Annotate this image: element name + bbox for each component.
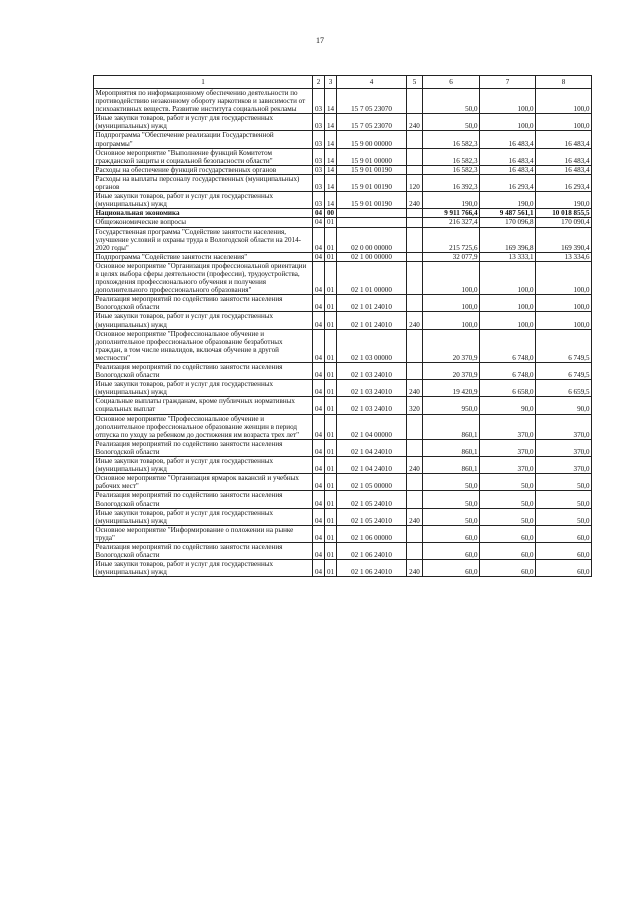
amount-col-7: 370,0: [480, 439, 536, 456]
amount-col-6: 860,1: [423, 439, 480, 456]
amount-col-6: 16 582,3: [423, 165, 480, 174]
table-row: [94, 252, 592, 261]
amount-col-6: 50,0: [423, 474, 480, 491]
section-code: 03: [313, 165, 325, 174]
amount-col-6: 60,0: [423, 560, 480, 577]
amount-col-8: 190,0: [536, 192, 592, 209]
target-article-code: 02 1 05 24010: [337, 491, 407, 508]
row-description: Мероприятия по информационному обеспечению деятельности по противодействию незаконному обороту наркотиков и зависимости от психоактивных веществ. Развитие института социальной рекламы: [94, 89, 313, 114]
amount-col-8: 6 659,5: [536, 380, 592, 397]
row-description: Основное мероприятие "Профессиональное обучение и дополнительное профессиональное образование женщин в период отпуска по уходу за ребенком до достижения им возраста трех лет": [94, 414, 313, 439]
table-row: [94, 227, 592, 252]
subsection-code: 01: [325, 397, 337, 414]
section-code: 04: [313, 295, 325, 312]
subsection-code: 14: [325, 89, 337, 114]
amount-col-8: 90,0: [536, 397, 592, 414]
amount-col-8: 50,0: [536, 491, 592, 508]
amount-col-8: 6 749,5: [536, 329, 592, 362]
subsection-code: 01: [325, 261, 337, 294]
target-article-code: 15 9 01 00190: [337, 174, 407, 191]
amount-col-8: 16 293,4: [536, 174, 592, 191]
subsection-code: 01: [325, 542, 337, 559]
row-description: Национальная экономика: [94, 209, 313, 218]
amount-col-6: 860,1: [423, 414, 480, 439]
amount-col-8: 100,0: [536, 312, 592, 329]
target-article-code: 02 1 03 00000: [337, 329, 407, 362]
amount-col-6: 60,0: [423, 525, 480, 542]
amount-col-8: 60,0: [536, 542, 592, 559]
section-code: 03: [313, 148, 325, 165]
amount-col-6: 32 077,9: [423, 252, 480, 261]
amount-col-6: 100,0: [423, 312, 480, 329]
target-article-code: 02 1 06 24010: [337, 542, 407, 559]
section-code: 04: [313, 329, 325, 362]
row-description: Подпрограмма "Содействие занятости населения": [94, 252, 313, 261]
amount-col-7: 16 483,4: [480, 165, 536, 174]
amount-col-6: 16 582,3: [423, 131, 480, 148]
target-article-code: 02 1 01 00000: [337, 261, 407, 294]
expense-type-code: 240: [407, 114, 423, 131]
row-description: Реализация мероприятий по содействию занятости населения Вологодской области: [94, 363, 313, 380]
subsection-code: 01: [325, 414, 337, 439]
row-description: Иные закупки товаров, работ и услуг для государственных (муниципальных) нужд: [94, 457, 313, 474]
target-article-code: 02 0 00 00000: [337, 227, 407, 252]
target-article-code: 15 9 01 00000: [337, 148, 407, 165]
amount-col-7: 50,0: [480, 491, 536, 508]
amount-col-6: 860,1: [423, 457, 480, 474]
subsection-code: 14: [325, 114, 337, 131]
row-description: Социальные выплаты гражданам, кроме публичных нормативных социальных выплат: [94, 397, 313, 414]
expense-type-code: [407, 363, 423, 380]
section-code: 04: [313, 439, 325, 456]
amount-col-6: 19 420,9: [423, 380, 480, 397]
amount-col-7: 100,0: [480, 312, 536, 329]
section-code: 03: [313, 114, 325, 131]
expense-type-code: 240: [407, 560, 423, 577]
table-row: [94, 209, 592, 218]
expense-type-code: 240: [407, 457, 423, 474]
subsection-code: 14: [325, 192, 337, 209]
table-row: [94, 261, 592, 294]
table-row: [94, 192, 592, 209]
expense-type-code: 240: [407, 312, 423, 329]
target-article-code: 02 1 04 24010: [337, 439, 407, 456]
section-code: 04: [313, 209, 325, 218]
table-row: [94, 363, 592, 380]
amount-col-6: 50,0: [423, 508, 480, 525]
amount-col-8: 13 334,6: [536, 252, 592, 261]
expense-type-code: [407, 227, 423, 252]
subsection-code: 01: [325, 312, 337, 329]
table-row: [94, 114, 592, 131]
expense-type-code: [407, 329, 423, 362]
amount-col-8: 370,0: [536, 439, 592, 456]
amount-col-6: 190,0: [423, 192, 480, 209]
section-code: 04: [313, 457, 325, 474]
target-article-code: [337, 218, 407, 227]
amount-col-7: 16 293,4: [480, 174, 536, 191]
table-row: [94, 491, 592, 508]
section-code: 04: [313, 525, 325, 542]
header-row: [94, 76, 592, 89]
amount-col-6: 50,0: [423, 89, 480, 114]
amount-col-7: 50,0: [480, 508, 536, 525]
amount-col-7: 6 658,0: [480, 380, 536, 397]
target-article-code: 02 1 01 24010: [337, 312, 407, 329]
amount-col-6: 50,0: [423, 491, 480, 508]
table-row: [94, 380, 592, 397]
target-article-code: 15 9 00 00000: [337, 131, 407, 148]
section-code: 04: [313, 312, 325, 329]
expense-type-code: [407, 165, 423, 174]
amount-col-7: 50,0: [480, 474, 536, 491]
table-row: [94, 218, 592, 227]
expense-type-code: [407, 89, 423, 114]
amount-col-8: 100,0: [536, 114, 592, 131]
amount-col-6: 16 582,3: [423, 148, 480, 165]
subsection-code: 01: [325, 491, 337, 508]
budget-table: [93, 75, 592, 577]
amount-col-8: 370,0: [536, 457, 592, 474]
target-article-code: 02 1 05 24010: [337, 508, 407, 525]
target-article-code: 15 7 05 23070: [337, 89, 407, 114]
row-description: Основное мероприятие "Информирование о положении на рынке труда": [94, 525, 313, 542]
amount-col-7: 100,0: [480, 261, 536, 294]
amount-col-7: 6 748,0: [480, 363, 536, 380]
row-description: Государственная программа "Содействие занятости населения, улучшение условий и охраны труда в Вологодской области на 2014-2020 годы": [94, 227, 313, 252]
amount-col-7: 370,0: [480, 457, 536, 474]
amount-col-7: 100,0: [480, 295, 536, 312]
amount-col-7: 13 333,1: [480, 252, 536, 261]
amount-col-6: 9 911 766,4: [423, 209, 480, 218]
table-row: [94, 542, 592, 559]
target-article-code: 02 1 06 24010: [337, 560, 407, 577]
amount-col-7: 60,0: [480, 560, 536, 577]
table-row: [94, 474, 592, 491]
target-article-code: 02 1 06 00000: [337, 525, 407, 542]
expense-type-code: 240: [407, 508, 423, 525]
expense-type-code: [407, 148, 423, 165]
row-description: Основное мероприятие "Организация ярмарок вакансий и учебных рабочих мест": [94, 474, 313, 491]
header-cell: 8: [536, 76, 592, 89]
section-code: 03: [313, 131, 325, 148]
section-code: 04: [313, 474, 325, 491]
subsection-code: 01: [325, 525, 337, 542]
row-description: Основное мероприятие "Организация профессиональной ориентации в целях выбора сферы деятельности (профессии), трудоустройства, прохождения профессионального обучения и получения дополнительного профессионального образования": [94, 261, 313, 294]
expense-type-code: [407, 295, 423, 312]
section-code: 04: [313, 397, 325, 414]
amount-col-7: 6 748,0: [480, 329, 536, 362]
amount-col-8: 16 483,4: [536, 131, 592, 148]
target-article-code: 15 9 01 00190: [337, 192, 407, 209]
table-row: [94, 397, 592, 414]
target-article-code: 02 1 03 24010: [337, 397, 407, 414]
amount-col-8: 10 018 855,5: [536, 209, 592, 218]
table-row: [94, 131, 592, 148]
expense-type-code: [407, 218, 423, 227]
subsection-code: 14: [325, 131, 337, 148]
section-code: 04: [313, 542, 325, 559]
header-cell: 3: [325, 76, 337, 89]
amount-col-6: 950,0: [423, 397, 480, 414]
amount-col-6: 20 370,9: [423, 363, 480, 380]
table-row: [94, 525, 592, 542]
subsection-code: 01: [325, 508, 337, 525]
section-code: 04: [313, 380, 325, 397]
table-row: [94, 560, 592, 577]
header-cell: 2: [313, 76, 325, 89]
header-cell: 1: [94, 76, 313, 89]
subsection-code: 14: [325, 148, 337, 165]
amount-col-8: 100,0: [536, 261, 592, 294]
section-code: 03: [313, 174, 325, 191]
amount-col-7: 60,0: [480, 525, 536, 542]
expense-type-code: [407, 209, 423, 218]
row-description: Расходы на выплаты персоналу государственных (муниципальных) органов: [94, 174, 313, 191]
subsection-code: 01: [325, 560, 337, 577]
section-code: 04: [313, 491, 325, 508]
row-description: Реализация мероприятий по содействию занятости населения Вологодской области: [94, 542, 313, 559]
header-cell: 4: [337, 76, 407, 89]
header-cell: 6: [423, 76, 480, 89]
header-cell: 5: [407, 76, 423, 89]
row-description: Иные закупки товаров, работ и услуг для государственных (муниципальных) нужд: [94, 380, 313, 397]
amount-col-7: 100,0: [480, 89, 536, 114]
table-row: [94, 414, 592, 439]
amount-col-6: 216 327,4: [423, 218, 480, 227]
table-row: [94, 148, 592, 165]
section-code: 04: [313, 252, 325, 261]
amount-col-8: 50,0: [536, 508, 592, 525]
expense-type-code: 320: [407, 397, 423, 414]
table-row: [94, 174, 592, 191]
row-description: Подпрограмма "Обеспечение реализации Государственной программы": [94, 131, 313, 148]
table-row: [94, 89, 592, 114]
amount-col-7: 100,0: [480, 114, 536, 131]
amount-col-8: 50,0: [536, 474, 592, 491]
expense-type-code: [407, 525, 423, 542]
target-article-code: 15 7 05 23070: [337, 114, 407, 131]
expense-type-code: [407, 414, 423, 439]
expense-type-code: [407, 261, 423, 294]
row-description: Расходы на обеспечение функций государственных органов: [94, 165, 313, 174]
subsection-code: 01: [325, 252, 337, 261]
subsection-code: 01: [325, 227, 337, 252]
expense-type-code: [407, 474, 423, 491]
amount-col-8: 16 483,4: [536, 148, 592, 165]
expense-type-code: [407, 252, 423, 261]
subsection-code: 14: [325, 165, 337, 174]
section-code: 03: [313, 192, 325, 209]
expense-type-code: [407, 542, 423, 559]
amount-col-8: 60,0: [536, 525, 592, 542]
amount-col-8: 100,0: [536, 89, 592, 114]
expense-type-code: 240: [407, 192, 423, 209]
row-description: Реализация мероприятий по содействию занятости населения Вологодской области: [94, 439, 313, 456]
section-code: 04: [313, 218, 325, 227]
row-description: Общеэкономические вопросы: [94, 218, 313, 227]
row-description: Иные закупки товаров, работ и услуг для государственных (муниципальных) нужд: [94, 312, 313, 329]
row-description: Иные закупки товаров, работ и услуг для государственных (муниципальных) нужд: [94, 560, 313, 577]
subsection-code: 01: [325, 474, 337, 491]
amount-col-8: 170 090,4: [536, 218, 592, 227]
section-code: 04: [313, 508, 325, 525]
expense-type-code: 120: [407, 174, 423, 191]
target-article-code: 15 9 01 00190: [337, 165, 407, 174]
subsection-code: 01: [325, 457, 337, 474]
section-code: 04: [313, 227, 325, 252]
target-article-code: 02 1 04 00000: [337, 414, 407, 439]
page-number: 17: [316, 36, 324, 45]
amount-col-7: 16 483,4: [480, 131, 536, 148]
amount-col-7: 60,0: [480, 542, 536, 559]
table-row: [94, 457, 592, 474]
amount-col-8: 60,0: [536, 560, 592, 577]
subsection-code: 01: [325, 439, 337, 456]
row-description: Основное мероприятие "Профессиональное обучение и дополнительное профессиональное образование безработных граждан, в том числе инвалидов, включая обучение в другой местности": [94, 329, 313, 362]
table-row: [94, 165, 592, 174]
amount-col-7: 169 396,8: [480, 227, 536, 252]
amount-col-8: 16 483,4: [536, 165, 592, 174]
amount-col-6: 60,0: [423, 542, 480, 559]
table-row: [94, 312, 592, 329]
amount-col-7: 9 487 561,1: [480, 209, 536, 218]
target-article-code: 02 1 00 00000: [337, 252, 407, 261]
expense-type-code: [407, 491, 423, 508]
amount-col-6: 100,0: [423, 295, 480, 312]
target-article-code: [337, 209, 407, 218]
amount-col-8: 370,0: [536, 414, 592, 439]
row-description: Иные закупки товаров, работ и услуг для государственных (муниципальных) нужд: [94, 508, 313, 525]
table-row: [94, 295, 592, 312]
amount-col-6: 215 725,6: [423, 227, 480, 252]
amount-col-6: 100,0: [423, 261, 480, 294]
amount-col-7: 190,0: [480, 192, 536, 209]
subsection-code: 14: [325, 174, 337, 191]
amount-col-6: 20 370,9: [423, 329, 480, 362]
amount-col-7: 16 483,4: [480, 148, 536, 165]
row-description: Иные закупки товаров, работ и услуг для государственных (муниципальных) нужд: [94, 114, 313, 131]
table-row: [94, 508, 592, 525]
amount-col-7: 370,0: [480, 414, 536, 439]
amount-col-7: 170 096,8: [480, 218, 536, 227]
expense-type-code: 240: [407, 380, 423, 397]
amount-col-6: 16 392,3: [423, 174, 480, 191]
expense-type-code: [407, 131, 423, 148]
target-article-code: 02 1 05 00000: [337, 474, 407, 491]
table-row: [94, 329, 592, 362]
section-code: 04: [313, 261, 325, 294]
subsection-code: 01: [325, 295, 337, 312]
amount-col-8: 169 390,4: [536, 227, 592, 252]
row-description: Иные закупки товаров, работ и услуг для государственных (муниципальных) нужд: [94, 192, 313, 209]
subsection-code: 00: [325, 209, 337, 218]
target-article-code: 02 1 01 24010: [337, 295, 407, 312]
row-description: Реализация мероприятий по содействию занятости населения Вологодской области: [94, 295, 313, 312]
section-code: 04: [313, 414, 325, 439]
row-description: Реализация мероприятий по содействию занятости населения Вологодской области: [94, 491, 313, 508]
subsection-code: 01: [325, 218, 337, 227]
header-cell: 7: [480, 76, 536, 89]
target-article-code: 02 1 03 24010: [337, 380, 407, 397]
amount-col-8: 6 749,5: [536, 363, 592, 380]
subsection-code: 01: [325, 329, 337, 362]
section-code: 03: [313, 89, 325, 114]
amount-col-6: 50,0: [423, 114, 480, 131]
table-row: [94, 439, 592, 456]
amount-col-7: 90,0: [480, 397, 536, 414]
subsection-code: 01: [325, 380, 337, 397]
expense-type-code: [407, 439, 423, 456]
target-article-code: 02 1 03 24010: [337, 363, 407, 380]
target-article-code: 02 1 04 24010: [337, 457, 407, 474]
section-code: 04: [313, 363, 325, 380]
row-description: Основное мероприятие "Выполнение функций Комитетом гражданской защиты и социальной безопасности области": [94, 148, 313, 165]
subsection-code: 01: [325, 363, 337, 380]
amount-col-8: 100,0: [536, 295, 592, 312]
section-code: 04: [313, 560, 325, 577]
